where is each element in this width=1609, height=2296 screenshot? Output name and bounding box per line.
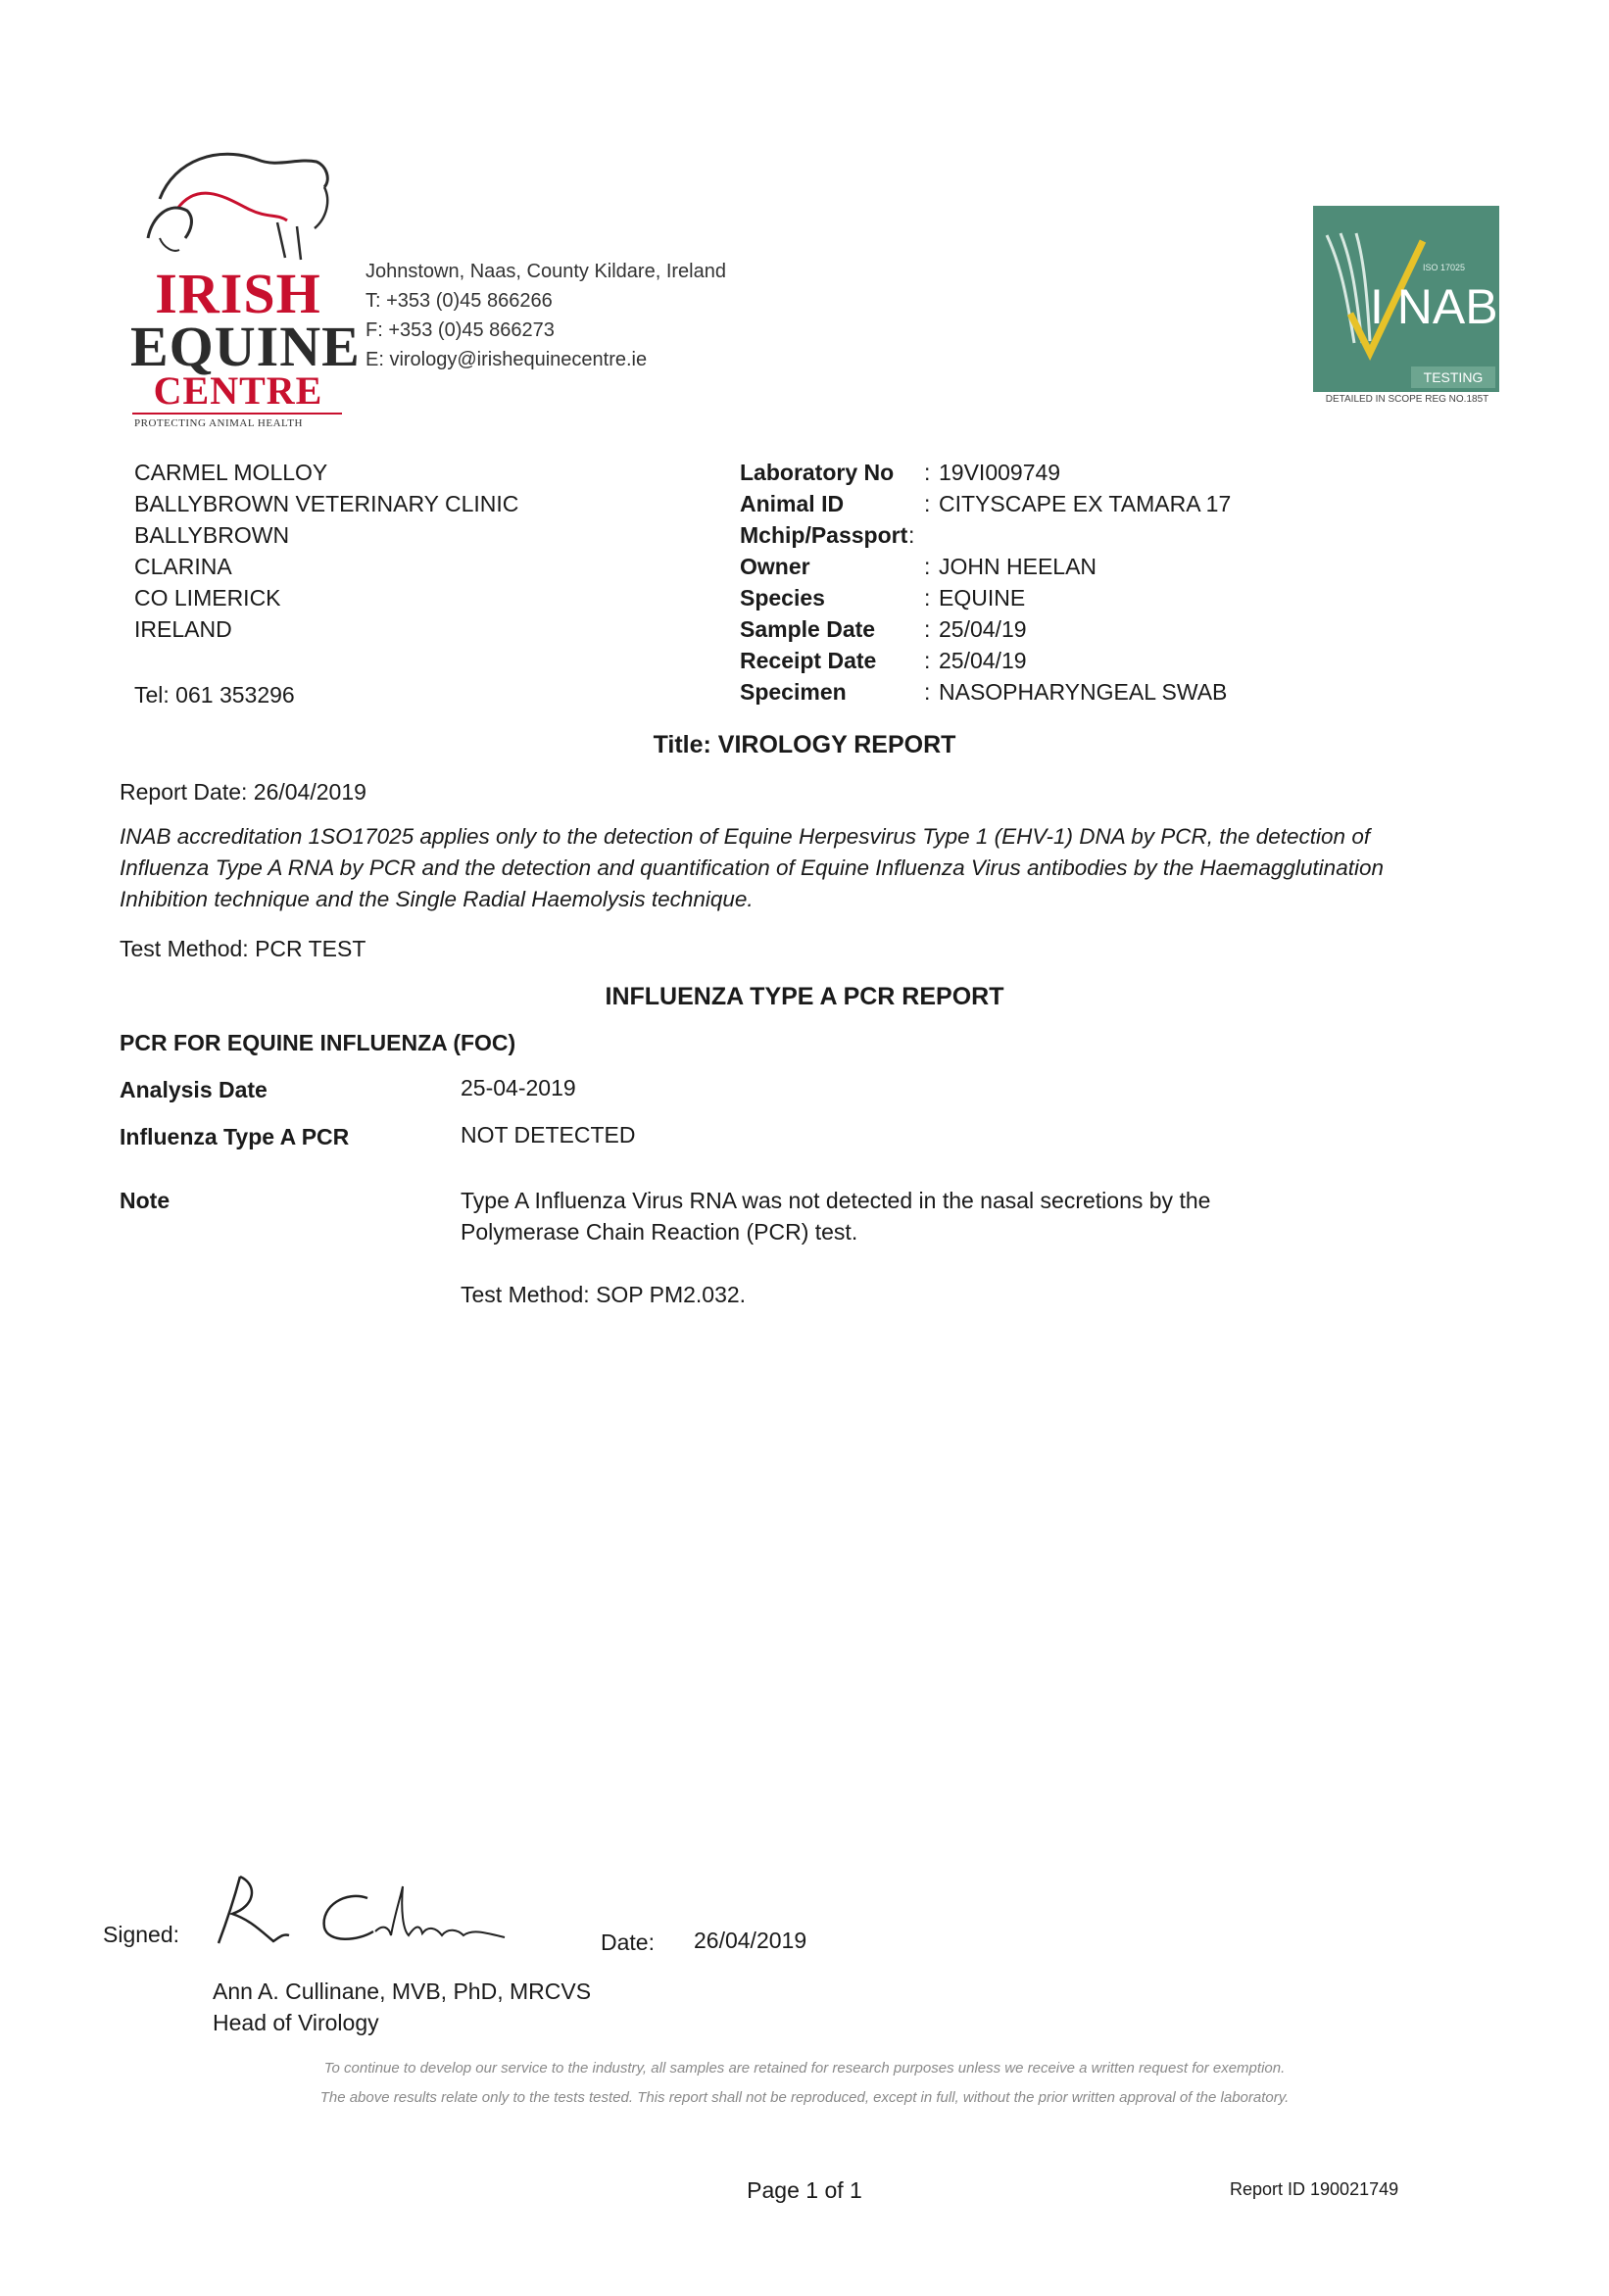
signer-role: Head of Virology — [213, 2010, 379, 2035]
centre-contact-block — [366, 257, 726, 374]
lab-value: 25/04/19 — [939, 648, 1027, 673]
horse-logo-icon — [130, 140, 346, 268]
address-line: BALLYBROWN — [134, 522, 290, 548]
recipient-address — [134, 457, 518, 645]
inab-detail-label: DETAILED IN SCOPE REG NO.185T — [1325, 394, 1489, 405]
lab-separator: : — [924, 679, 931, 705]
lab-value: EQUINE — [939, 585, 1026, 611]
influenza-pcr-label: Influenza Type A PCR — [120, 1124, 350, 1149]
centre-phone: T: +353 (0)45 866266 — [366, 290, 553, 312]
recipient-tel: Tel: 061 353296 — [134, 682, 295, 708]
lab-label: Receipt Date — [740, 648, 877, 673]
lab-label: Specimen — [740, 679, 847, 705]
influenza-pcr-result: NOT DETECTED — [461, 1122, 636, 1148]
lab-label: Laboratory No — [740, 460, 895, 485]
lab-value: NASOPHARYNGEAL SWAB — [939, 679, 1228, 705]
lab-separator: : — [908, 522, 915, 548]
lab-separator: : — [924, 585, 931, 611]
note-text-line: Polymerase Chain Reaction (PCR) test. — [461, 1219, 858, 1245]
report-title: Title: VIROLOGY REPORT — [653, 731, 956, 758]
signature-date-value: 26/04/2019 — [694, 1928, 807, 1953]
note-text-line: Type A Influenza Virus RNA was not detected in the nasal secretions by the — [461, 1188, 1211, 1213]
inab-name: I NAB — [1370, 279, 1498, 334]
accreditation-statement: INAB accreditation 1SO17025 applies only to the detection of Equine Herpesvirus Type 1 (EHV-1) DNA by PCR, the detection of Influenza Type A RNA by PCR and the detection and quantification of Equine Influenza Virus antibodies by the Haemagglutination Inhibition technique and the Single Radial Haemolysis technique. — [120, 824, 1384, 911]
disclaimer-line: To continue to develop our service to the industry, all samples are retained for research purposes unless we receive a written request for exemption. — [323, 2060, 1286, 2076]
lab-separator: : — [924, 491, 931, 516]
lab-label: Species — [740, 585, 825, 611]
inab-iso-label: ISO 17025 — [1423, 263, 1466, 272]
address-line: IRELAND — [134, 616, 232, 642]
note-label: Note — [120, 1188, 171, 1213]
disclaimer — [0, 2054, 1609, 2113]
centre-address: Johnstown, Naas, County Kildare, Ireland — [366, 261, 726, 282]
lab-value: JOHN HEELAN — [939, 554, 1097, 579]
irish-equine-centre-logo — [130, 140, 361, 434]
lab-value: 19VI009749 — [939, 460, 1061, 485]
lab-label: Sample Date — [740, 616, 876, 642]
lab-separator: : — [924, 460, 931, 485]
address-line: CO LIMERICK — [134, 585, 281, 611]
centre-email[interactable]: E: virology@irishequinecentre.ie — [366, 349, 648, 370]
handwritten-signature — [211, 1867, 514, 1955]
analysis-date-label: Analysis Date — [120, 1077, 268, 1102]
inab-testing-label: TESTING — [1411, 366, 1495, 388]
report-id: Report ID 190021749 — [1230, 2179, 1399, 2199]
inab-badge-background — [1313, 206, 1499, 392]
analysis-date-value: 25-04-2019 — [461, 1075, 576, 1100]
report-date: Report Date: 26/04/2019 — [120, 779, 366, 805]
test-method: Test Method: PCR TEST — [120, 936, 366, 961]
centre-fax: F: +353 (0)45 866273 — [366, 319, 555, 341]
lab-separator: : — [924, 554, 931, 579]
logo-irish-text: IRISH — [155, 262, 321, 325]
lab-value: 25/04/19 — [939, 616, 1027, 642]
section-title: INFLUENZA TYPE A PCR REPORT — [605, 983, 1004, 1010]
disclaimer-line: The above results relate only to the tests tested. This report shall not be reproduced, except in full, without the prior written approval of the laboratory. — [319, 2089, 1290, 2106]
signed-label: Signed: — [103, 1922, 180, 1947]
address-line: CARMEL MOLLOY — [134, 460, 328, 485]
inab-accreditation-badge — [1313, 206, 1501, 414]
page-number: Page 1 of 1 — [747, 2177, 862, 2203]
lab-separator: : — [924, 648, 931, 673]
lab-label: Mchip/Passport — [740, 522, 908, 548]
logo-equine-text: EQUINE — [130, 315, 361, 378]
lab-label: Animal ID — [740, 491, 845, 516]
signature-date-label: Date: — [601, 1930, 655, 1955]
note-test-method: Test Method: SOP PM2.032. — [461, 1282, 747, 1307]
signer-name: Ann A. Cullinane, MVB, PhD, MRCVS — [213, 1978, 592, 2004]
logo-divider — [132, 413, 342, 415]
logo-centre-text: CENTRE — [153, 368, 323, 413]
lab-label: Owner — [740, 554, 810, 579]
address-line: BALLYBROWN VETERINARY CLINIC — [134, 491, 519, 516]
lab-value: CITYSCAPE EX TAMARA 17 — [939, 491, 1232, 516]
logo-tagline: PROTECTING ANIMAL HEALTH — [134, 417, 303, 429]
pcr-heading: PCR FOR EQUINE INFLUENZA (FOC) — [120, 1030, 516, 1055]
address-line: CLARINA — [134, 554, 232, 579]
lab-separator: : — [924, 616, 931, 642]
